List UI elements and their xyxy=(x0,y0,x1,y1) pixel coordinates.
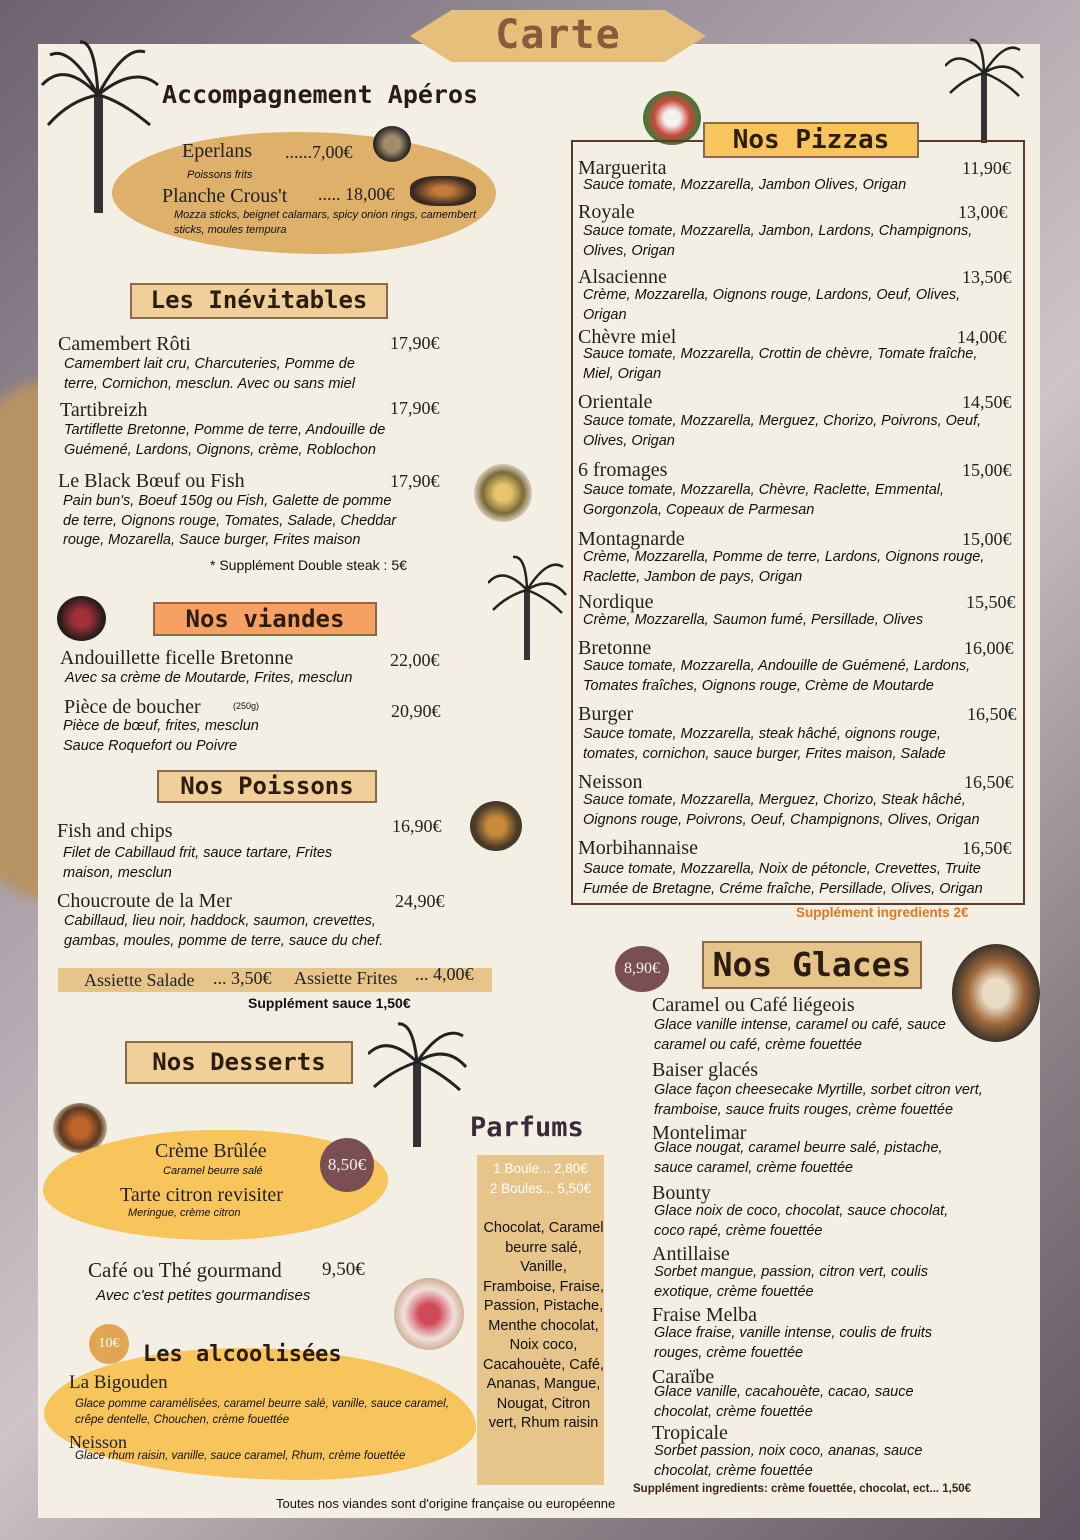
pizza-item-desc: Sauce tomate, Mozzarella, Noix de pétoncle, Crevettes, Truite Fumée de Bretagne, Créme fraîche, Persillade, Olives, Origan xyxy=(583,861,983,897)
glace-item-desc: Glace vanille intense, caramel ou café, sauce caramel ou café, crème fouettée xyxy=(654,1017,946,1053)
pizza-item-desc: Sauce tomate, Mozzarella, Merguez, Chorizo, Steak hâché, Oignons rouge, Poivrons, Oeuf, Champignons, Olives, Origan xyxy=(583,792,980,828)
glace-item-name: Baiser glacés xyxy=(652,1059,759,1081)
pizza-item-name: Montagnarde xyxy=(578,528,685,550)
viande-item-weight: (250g) xyxy=(233,701,260,711)
gourmand-price: 9,50€ xyxy=(322,1259,365,1280)
page-title: Carte xyxy=(495,12,621,58)
inevitable-item-desc: Pain bun's, Boeuf 150g ou Fish, Galette de pomme de terre, Oignons rouge, Tomates, Salade, Cheddar rouge, Mozarella, Sauce burger, Frites maison xyxy=(63,493,397,548)
pizza-item-price: 15,50€ xyxy=(966,592,1016,612)
footer-note: Toutes nos viandes sont d'origine française ou européenne xyxy=(276,1496,616,1511)
glace-item-name: Caramel ou Café liégeois xyxy=(652,994,855,1016)
sauce-supplement: Supplément sauce 1,50€ xyxy=(248,995,411,1011)
pizza-item-price: 11,90€ xyxy=(962,158,1011,178)
poisson-item-price: 16,90€ xyxy=(392,816,442,836)
pizza-item-name: Royale xyxy=(578,201,635,223)
inevitable-item-desc: Tartiflette Bretonne, Pomme de terre, Andouille de Guémené, Lardons, Oignons, crème, Roblochon xyxy=(64,422,386,458)
glace-item-desc: Glace fraise, vanille intense, coulis de fruits rouges, crème fouettée xyxy=(654,1325,933,1361)
viande-item-name: Andouillette ficelle Bretonne xyxy=(60,647,294,669)
glace-item-name: Fraise Melba xyxy=(652,1304,757,1326)
pizza-item-price: 13,50€ xyxy=(962,267,1012,287)
inevitable-item-name: Le Black Bœuf ou Fish xyxy=(58,470,245,492)
apero-item-name: Planche Crous't xyxy=(162,185,288,207)
glaces-price-badge: 8,90€ xyxy=(615,946,669,992)
eperlans-photo xyxy=(373,126,411,162)
gourmand-desc: Avec c'est petites gourmandises xyxy=(96,1287,311,1304)
pizza-item-price: 16,00€ xyxy=(964,638,1014,658)
dessert-item-name: Crème Brûlée xyxy=(155,1140,267,1162)
pizza-item-name: Chèvre miel xyxy=(578,326,677,348)
pizza-item-name: Bretonne xyxy=(578,637,652,659)
pizza-item-price: 16,50€ xyxy=(967,704,1017,724)
parfums-heading: Parfums xyxy=(470,1112,584,1143)
viandes-photo xyxy=(57,596,106,641)
viande-item-price: 20,90€ xyxy=(391,701,441,721)
alcoolisees-heading: Les alcoolisées xyxy=(143,1342,342,1367)
glace-item-desc: Sorbet mangue, passion, citron vert, coulis exotique, crème fouettée xyxy=(654,1264,929,1300)
viande-item-desc: Avec sa crème de Moutarde, Frites, mesclun xyxy=(65,670,353,686)
parfums-list: Chocolat, Caramel beurre salé, Vanille, Framboise, Fraise, Passion, Pistache, Menthe chocolat, Noix coco, Cacahouète, Café, Ananas, Mangue, Nougat, Citron vert, Rhum raisin xyxy=(483,1220,604,1431)
alcoolisees-price-badge: 10€ xyxy=(89,1324,129,1364)
pizza-item-price: 15,00€ xyxy=(962,529,1012,549)
pizza-item-name: Neisson xyxy=(578,771,643,793)
pizza-item-name: Morbihannaise xyxy=(578,837,698,859)
pizza-item-name: Nordique xyxy=(578,591,654,613)
pizza-item-desc: Sauce tomate, Mozzarella, steak hâché, oignons rouge, tomates, cornichon, sauce burger, Frites maison, Salade xyxy=(583,726,946,762)
pizza-item-price: 16,50€ xyxy=(962,838,1012,858)
glace-item-desc: Glace façon cheesecake Myrtille, sorbet citron vert, framboise, sauce fruits rouges, crème fouettée xyxy=(654,1082,983,1118)
palm-tree-icon xyxy=(368,1022,468,1147)
palm-tree-icon xyxy=(945,38,1025,143)
pizza-item-name: Marguerita xyxy=(578,157,667,179)
glace-item-name: Caraïbe xyxy=(652,1366,715,1388)
pizza-item-desc: Sauce tomate, Mozzarella, Andouille de Guémené, Lardons, Tomates fraîches, Oignons rouge, Crème de Moutarde xyxy=(583,658,971,694)
dessert-item-desc: Meringue, crème citron xyxy=(128,1207,241,1219)
assiette-frites-label: Assiette Frites xyxy=(294,968,398,988)
apero-item-desc: Mozza sticks, beignet calamars, spicy onion rings, camembert sticks, moules tempura xyxy=(174,209,477,236)
pizza-item-desc: Sauce tomate, Mozzarella, Crottin de chèvre, Tomate fraîche, Miel, Origan xyxy=(583,346,978,382)
pizza-item-name: Burger xyxy=(578,703,634,725)
alcoolisee-item-desc: Glace pomme caramélisées, caramel beurre salé, vanille, sauce caramel, crêpe dentelle, Chouchen, crème fouettée xyxy=(75,1398,449,1426)
alcoolisee-item-name: Neisson xyxy=(69,1432,127,1452)
assiette-salade-price: ... 3,50€ xyxy=(213,968,272,988)
glace-item-desc: Sorbet passion, noix coco, ananas, sauce chocolat, crème fouettée xyxy=(654,1443,923,1479)
pizza-item-desc: Sauce tomate, Mozzarella, Merguez, Chorizo, Poivrons, Oeuf, Olives, Origan xyxy=(583,413,982,449)
inevitable-item-price: 17,90€ xyxy=(390,398,440,418)
pizza-item-price: 14,50€ xyxy=(962,392,1012,412)
alcoolisee-item-name: La Bigouden xyxy=(69,1372,168,1393)
pizza-item-price: 14,00€ xyxy=(957,327,1007,347)
inevitable-item-name: Camembert Rôti xyxy=(58,333,191,355)
apero-item-desc: Poissons frits xyxy=(187,169,253,181)
viande-item-name: Pièce de boucher xyxy=(64,696,201,718)
palm-tree-icon xyxy=(488,555,568,660)
burger-photo xyxy=(474,464,532,522)
gourmand-photo xyxy=(394,1278,464,1350)
double-steak-note: * Supplément Double steak : 5€ xyxy=(210,557,407,573)
glace-item-desc: Glace vanille, cacahouète, cacao, sauce chocolat, crème fouettée xyxy=(654,1384,914,1420)
pizza-item-name: Alsacienne xyxy=(578,266,667,288)
glace-item-name: Tropicale xyxy=(652,1422,728,1444)
pizza-supplement: Supplément ingredients 2€ xyxy=(796,905,969,920)
pizzas-heading: Nos Pizzas xyxy=(703,122,919,158)
glace-item-name: Bounty xyxy=(652,1182,711,1204)
alcoolisee-item-desc: Glace rhum raisin, vanille, sauce caramel, Rhum, crème fouettée xyxy=(75,1450,406,1462)
assiette-salade-label: Assiette Salade xyxy=(84,970,195,990)
pizza-item-desc: Sauce tomate, Mozzarella, Jambon, Lardons, Champignons, Olives, Origan xyxy=(583,223,973,259)
poisson-item-desc: Filet de Cabillaud frit, sauce tartare, Frites maison, mesclun xyxy=(63,845,333,881)
dessert-item-name: Tarte citron revisiter xyxy=(120,1184,283,1206)
pizza-item-desc: Crème, Mozzarella, Oignons rouge, Lardons, Oeuf, Olives, Origan xyxy=(583,287,961,323)
poissons-heading: Nos Poissons xyxy=(157,770,377,803)
glace-item-name: Montelimar xyxy=(652,1122,747,1144)
pizza-item-price: 16,50€ xyxy=(964,772,1014,792)
inevitables-heading: Les Inévitables xyxy=(130,283,388,319)
glace-item-desc: Glace noix de coco, chocolat, sauce chocolat, coco rapé, crème fouettée xyxy=(654,1203,949,1239)
poisson-item-desc: Cabillaud, lieu noir, haddock, saumon, crevettes, gambas, moules, pomme de terre, sauce du chef. xyxy=(64,913,384,949)
planche-photo xyxy=(410,176,476,206)
aperos-heading: Accompagnement Apéros xyxy=(162,80,479,109)
parfums-price-1: 1 Boule... 2,80€ xyxy=(493,1161,588,1176)
apero-item-price: ......7,00€ xyxy=(285,142,353,162)
apero-item-price: ..... 18,00€ xyxy=(318,184,395,204)
desserts-price-badge: 8,50€ xyxy=(320,1138,374,1192)
poisson-item-price: 24,90€ xyxy=(395,891,445,911)
glace-item-desc: Glace nougat, caramel beurre salé, pistache, sauce caramel, crème fouettée xyxy=(654,1140,943,1176)
gourmand-name: Café ou Thé gourmand xyxy=(88,1258,282,1282)
pizza-item-desc: Crème, Mozzarella, Pomme de terre, Lardons, Oignons rouge, Raclette, Jambon de pays, Origan xyxy=(583,549,985,585)
viandes-heading: Nos viandes xyxy=(153,602,377,636)
assiette-frites-price: ... 4,00€ xyxy=(415,964,474,984)
inevitable-item-desc: Camembert lait cru, Charcuteries, Pomme de terre, Cornichon, mesclun. Avec ou sans miel xyxy=(64,356,355,392)
pizza-item-desc: Sauce tomate, Mozzarella, Chèvre, Raclette, Emmental, Gorgonzola, Copeaux de Parmesan xyxy=(583,482,945,518)
glace-item-name: Antillaise xyxy=(652,1243,730,1265)
parfums-price-2: 2 Boules... 5,50€ xyxy=(489,1181,592,1196)
inevitable-item-price: 17,90€ xyxy=(390,333,440,353)
glaces-heading: Nos Glaces xyxy=(702,941,922,989)
pizza-item-name: Orientale xyxy=(578,391,653,413)
pizza-item-name: 6 fromages xyxy=(578,459,668,481)
viande-item-price: 22,00€ xyxy=(390,650,440,670)
pizza-item-desc: Sauce tomate, Mozzarella, Jambon Olives, Origan xyxy=(583,177,907,193)
poisson-item-name: Choucroute de la Mer xyxy=(57,890,232,912)
glace-supplement: Supplément ingredients: crème fouettée, chocolat, ect... 1,50€ xyxy=(633,1483,972,1495)
pizza-item-desc: Crème, Mozzarella, Saumon fumé, Persillade, Olives xyxy=(583,612,924,628)
fish-photo xyxy=(470,801,522,851)
inevitable-item-price: 17,90€ xyxy=(390,471,440,491)
desserts-heading: Nos Desserts xyxy=(125,1041,353,1084)
viande-item-desc: Pièce de bœuf, frites, mesclun Sauce Roquefort ou Poivre xyxy=(63,718,259,754)
pizza-item-price: 15,00€ xyxy=(962,460,1012,480)
poisson-item-name: Fish and chips xyxy=(57,820,173,842)
inevitable-item-name: Tartibreizh xyxy=(60,399,148,421)
apero-item-name: Eperlans xyxy=(182,140,252,162)
dessert-item-desc: Caramel beurre salé xyxy=(163,1165,263,1177)
pizza-photo xyxy=(643,91,701,145)
pizza-item-price: 13,00€ xyxy=(958,202,1008,222)
